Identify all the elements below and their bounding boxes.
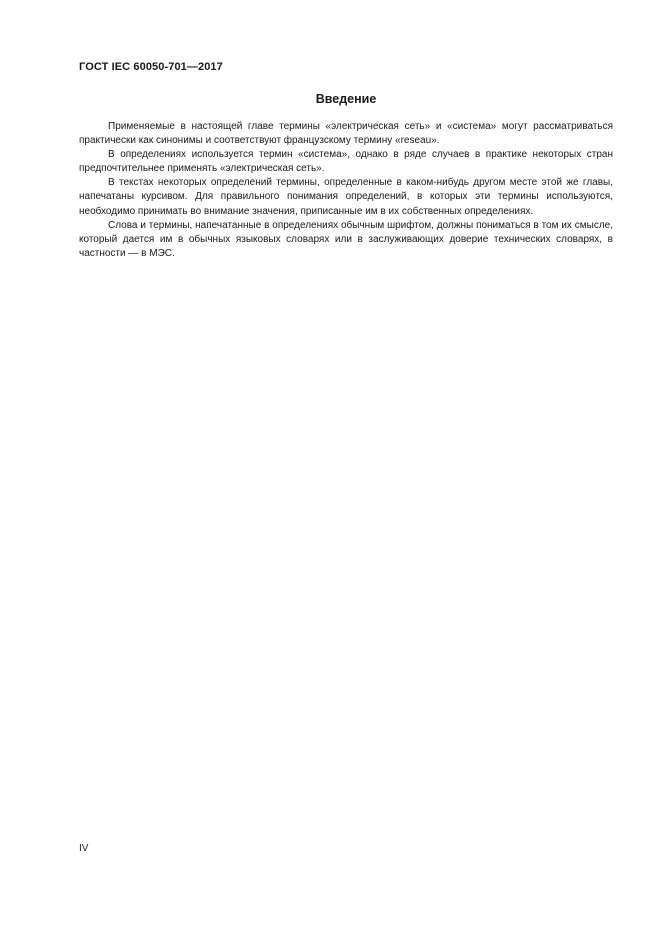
paragraph: Слова и термины, напечатанные в определениях обычным шрифтом, должны пониматься в том их смысле, который дается им в обычных языковых словарях или в заслуживающих доверие технических словарях, в частности — в МЭС. [79, 219, 613, 259]
document-code: ГОСТ IEC 60050-701—2017 [79, 61, 223, 73]
page-number: IV [79, 843, 89, 854]
paragraph: Применяемые в настоящей главе термины «электрическая сеть» и «система» могут рассматриваться практически как синонимы и соответствуют французскому термину «reseau». [79, 121, 613, 147]
body-text [79, 120, 613, 261]
section-title: Введение [315, 92, 377, 106]
paragraph: В определениях используется термин «система», однако в ряде случаев в практике некоторых стран предпочтительнее применять «электрическая сеть». [79, 149, 613, 175]
paragraph: В текстах некоторых определений термины, определенные в каком-нибудь другом месте этой же главы, напечатаны курсивом. Для правильного понимания определений, в которых эти термины используются, необходимо принимать во внимание значения, приписанные им в их собственных определениях. [79, 177, 613, 217]
